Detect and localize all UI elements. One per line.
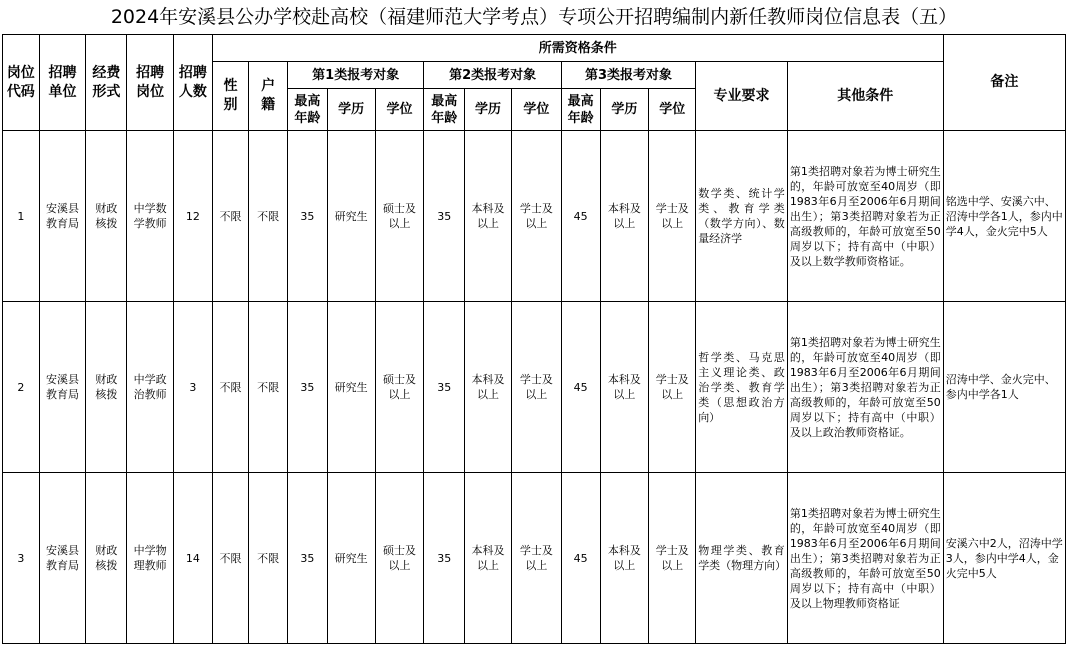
header-remarks: 备注 [943, 35, 1065, 131]
c2-education-cell: 本科及 以上 [465, 131, 512, 302]
header-c2-degree: 学位 [511, 89, 561, 131]
household-cell: 不限 [249, 302, 288, 473]
other-conditions-cell: 第1类招聘对象若为博士研究生的，年龄可放宽至40周岁（即1983年6月至2006年6月期间出生）；第3类招聘对象若为正高级教师的，年龄可放宽至50周岁以下；持有高中（中职）及以上政治教师资格证。 [787, 302, 943, 473]
header-c3-degree: 学位 [649, 89, 696, 131]
c1-education-cell: 研究生 [327, 473, 375, 644]
page-title: 2024年安溪县公办学校赴高校（福建师范大学考点）专项公开招聘编制内新任教师岗位信息表（五） [110, 6, 958, 28]
count-cell: 14 [174, 473, 213, 644]
c1-age-cell: 35 [288, 302, 328, 473]
header-other: 其他条件 [787, 62, 943, 131]
major-cell: 物理学类、教育学类（物理方向） [696, 473, 788, 644]
other-conditions-cell: 第1类招聘对象若为博士研究生的，年龄可放宽至40周岁（即1983年6月至2006年6月期间出生）；第3类招聘对象若为正高级教师的，年龄可放宽至50周岁以下；持有高中（中职）及以上物理教师资格证 [787, 473, 943, 644]
count-cell: 3 [174, 302, 213, 473]
c2-age-cell: 35 [424, 131, 465, 302]
c3-degree-cell: 学士及 以上 [649, 131, 696, 302]
c2-degree-cell: 学士及 以上 [511, 131, 561, 302]
c3-degree-cell: 学士及 以上 [649, 473, 696, 644]
count-cell: 12 [174, 131, 213, 302]
major-cell: 数学类、统计学类、教育学类（数学方向）、数量经济学 [696, 131, 788, 302]
header-c1-max-age: 最高 年龄 [288, 89, 328, 131]
c1-education-cell: 研究生 [327, 131, 375, 302]
header-c2-max-age: 最高 年龄 [424, 89, 465, 131]
other-conditions-cell: 第1类招聘对象若为博士研究生的，年龄可放宽至40周岁（即1983年6月至2006年6月期间出生）；第3类招聘对象若为正高级教师的，年龄可放宽至50周岁以下；持有高中（中职）及以上数学教师资格证。 [787, 131, 943, 302]
c1-degree-cell: 硕士及 以上 [375, 131, 424, 302]
table-row [3, 131, 1066, 302]
remark-cell: 沼涛中学、金火完中、参内中学各1人 [943, 302, 1065, 473]
household-cell: 不限 [249, 131, 288, 302]
post-cell: 中学政 治教师 [127, 302, 174, 473]
c3-education-cell: 本科及 以上 [600, 131, 649, 302]
c1-age-cell: 35 [288, 473, 328, 644]
header-household: 户 籍 [249, 62, 288, 131]
header-c1-education: 学历 [327, 89, 375, 131]
c2-education-cell: 本科及 以上 [465, 473, 512, 644]
header-category-3: 第3类报考对象 [561, 62, 695, 89]
header-major: 专业要求 [696, 62, 788, 131]
header-c3-education: 学历 [600, 89, 649, 131]
header-category-1: 第1类报考对象 [288, 62, 424, 89]
post-code-cell: 3 [3, 473, 40, 644]
header-category-2: 第2类报考对象 [424, 62, 561, 89]
c1-education-cell: 研究生 [327, 302, 375, 473]
table-row [3, 473, 1066, 644]
c1-degree-cell: 硕士及 以上 [375, 473, 424, 644]
header-gender: 性 别 [212, 62, 249, 131]
c2-education-cell: 本科及 以上 [465, 302, 512, 473]
c3-age-cell: 45 [561, 302, 600, 473]
c3-education-cell: 本科及 以上 [600, 473, 649, 644]
header-post: 招聘 岗位 [127, 35, 174, 131]
fund-cell: 财政 核拨 [86, 131, 127, 302]
header-c3-max-age: 最高 年龄 [561, 89, 600, 131]
c3-degree-cell: 学士及 以上 [649, 302, 696, 473]
c1-degree-cell: 硕士及 以上 [375, 302, 424, 473]
gender-cell: 不限 [212, 131, 249, 302]
header-count: 招聘 人数 [174, 35, 213, 131]
c3-education-cell: 本科及 以上 [600, 302, 649, 473]
header-post-code: 岗位 代码 [3, 35, 40, 131]
remark-cell: 铭选中学、安溪六中、沼涛中学各1人，参内中学4人，金火完中5人 [943, 131, 1065, 302]
unit-cell: 安溪县 教育局 [39, 131, 86, 302]
header-unit: 招聘 单位 [39, 35, 86, 131]
post-cell: 中学数 学教师 [127, 131, 174, 302]
header-c2-education: 学历 [465, 89, 512, 131]
table-row [3, 302, 1066, 473]
gender-cell: 不限 [212, 473, 249, 644]
fund-cell: 财政 核拨 [86, 473, 127, 644]
post-cell: 中学物 理教师 [127, 473, 174, 644]
remark-cell: 安溪六中2人，沼涛中学3人，参内中学4人，金火完中5人 [943, 473, 1065, 644]
fund-cell: 财政 核拨 [86, 302, 127, 473]
c2-age-cell: 35 [424, 473, 465, 644]
post-code-cell: 1 [3, 131, 40, 302]
header-c1-degree: 学位 [375, 89, 424, 131]
household-cell: 不限 [249, 473, 288, 644]
c2-degree-cell: 学士及 以上 [511, 302, 561, 473]
position-table [2, 34, 1066, 644]
unit-cell: 安溪县 教育局 [39, 473, 86, 644]
c2-age-cell: 35 [424, 302, 465, 473]
gender-cell: 不限 [212, 302, 249, 473]
c3-age-cell: 45 [561, 473, 600, 644]
c1-age-cell: 35 [288, 131, 328, 302]
post-code-cell: 2 [3, 302, 40, 473]
c2-degree-cell: 学士及 以上 [511, 473, 561, 644]
unit-cell: 安溪县 教育局 [39, 302, 86, 473]
header-qualifications: 所需资格条件 [212, 35, 943, 62]
header-fund: 经费 形式 [86, 35, 127, 131]
major-cell: 哲学类、马克思主义理论类、政治学类、教育学类（思想政治方向） [696, 302, 788, 473]
c3-age-cell: 45 [561, 131, 600, 302]
